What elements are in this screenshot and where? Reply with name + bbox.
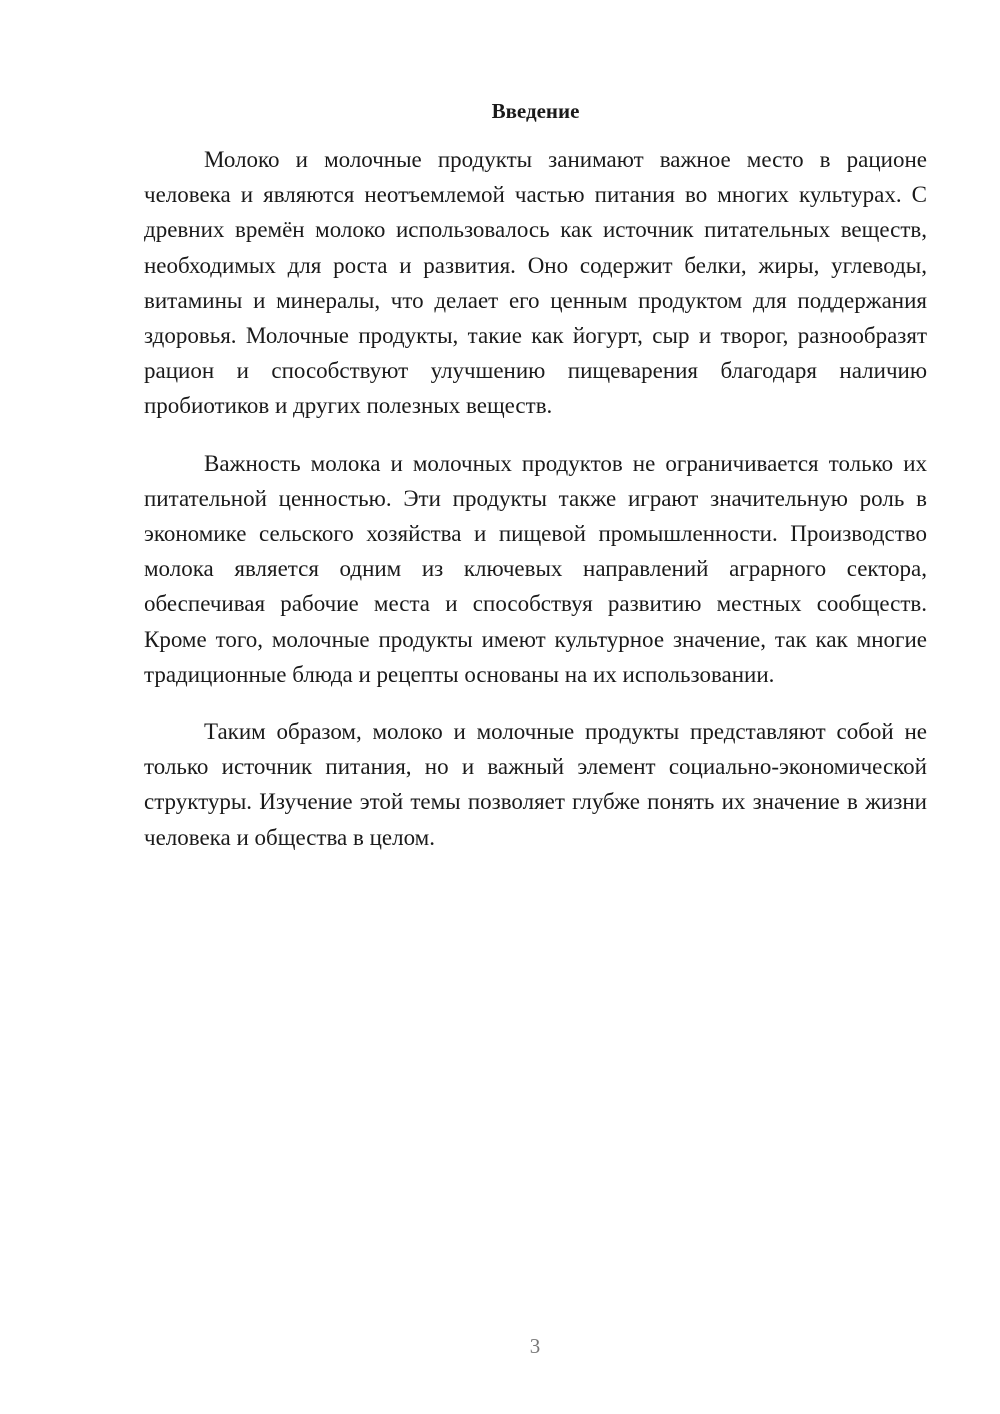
paragraph-2: Важность молока и молочных продуктов не ограничивается только их питательной ценностью. Эти продукты также играют значительную роль в экономике сельского хозяйства и пищевой промышленности. Производство молока является одним из ключевых направлений аграрного сектора, обеспечивая рабочие места и способствуя развитию местных сообществ. Кроме того, молочные продукты имеют культурное значение, так как многие традиционные блюда и рецепты основаны на их использовании.	[144, 450, 927, 687]
paragraph-3: Таким образом, молоко и молочные продукты представляют собой не только источник питания, но и важный элемент социально-экономической структуры. Изучение этой темы позволяет глубже понять их значение в жизни человека и общества в целом.	[144, 719, 927, 850]
paragraph-1: Молоко и молочные продукты занимают важное место в рационе человека и являются неотъемлемой частью питания во многих культурах. С древних времён молоко использовалось как источник питательных веществ, необходимых для роста и развития. Оно содержит белки, жиры, углеводы, витамины и минералы, что делает его ценным продуктом для поддержания здоровья. Молочные продукты, такие как йогурт, сыр и творог, разнообразят рацион и способствуют улучшению пищеварения благодаря наличию пробиотиков и других полезных веществ.	[144, 147, 927, 419]
section-heading: Введение	[491, 99, 580, 123]
body-text	[144, 142, 927, 877]
page-number: 3	[529, 1334, 541, 1358]
